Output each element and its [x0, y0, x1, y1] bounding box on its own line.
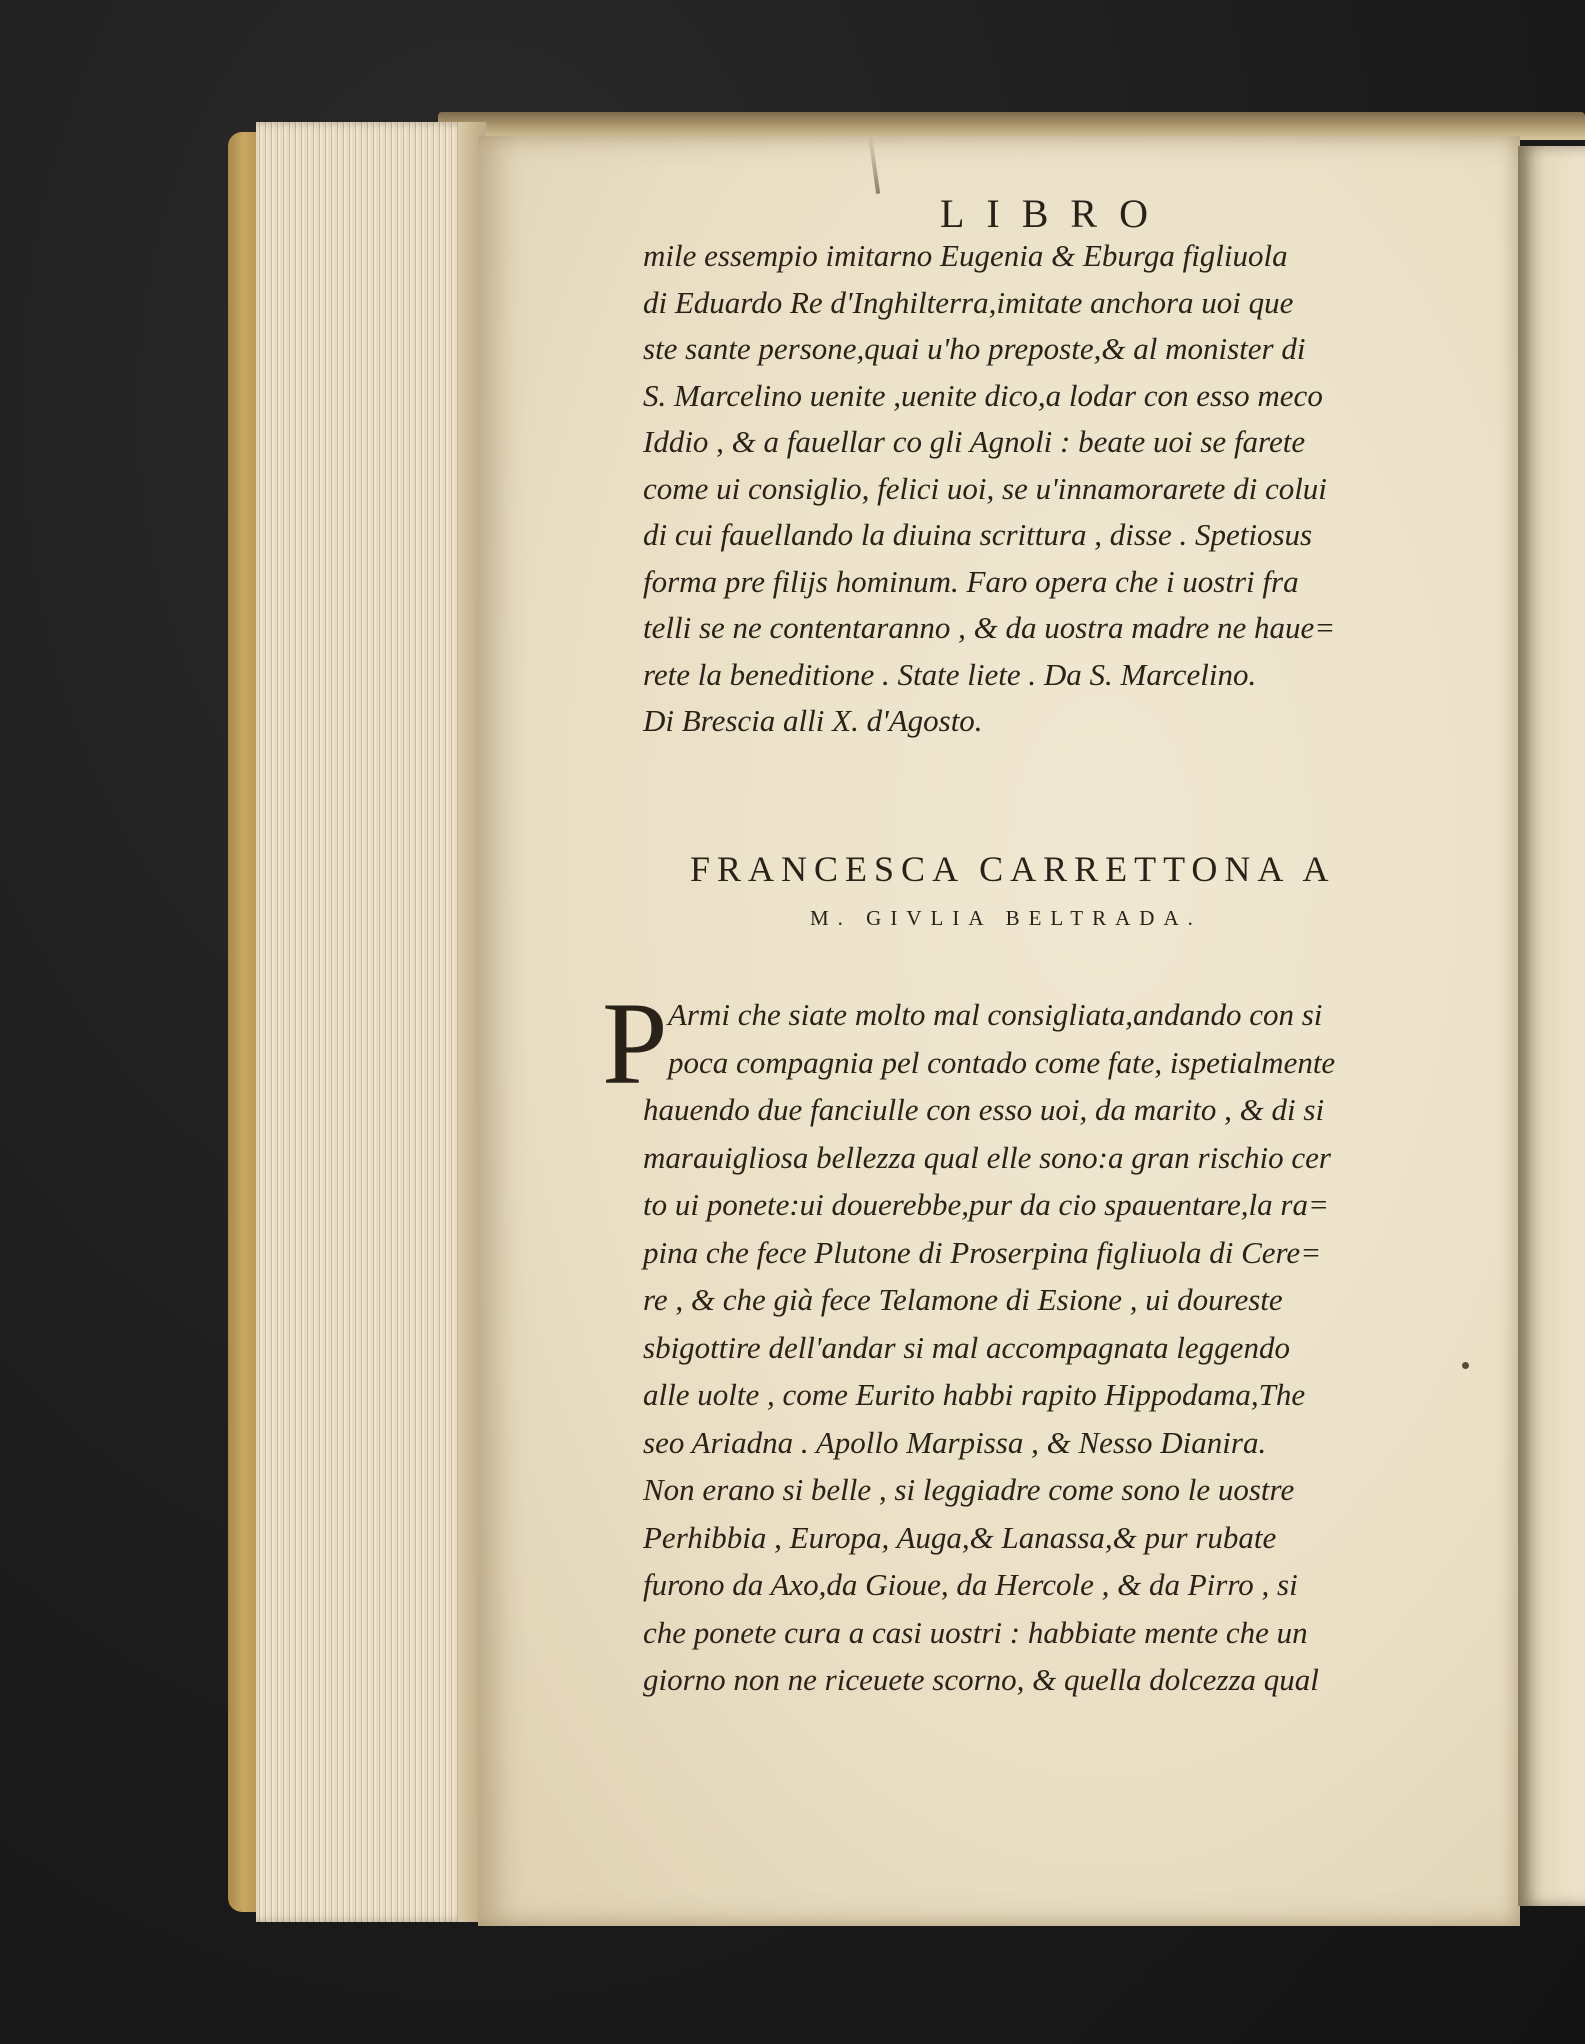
text-line: seo Ariadna . Apollo Marpissa , & Nesso Dianira. — [643, 1424, 1267, 1460]
text-line: to ui ponete:ui douerebbe,pur da cio spauentare,la ra= — [643, 1187, 1329, 1222]
text-line: di cui fauellando la diuina scrittura , disse . Spetiosus — [643, 517, 1313, 552]
running-head: LIBRO — [940, 191, 1170, 236]
text-line: re , & che già fece Telamone di Esione , ui doureste — [643, 1282, 1283, 1317]
text-line: forma pre filijs hominum. Faro opera che i uostri fra — [643, 563, 1299, 599]
text-line: che ponete cura a casi uostri : habbiate mente che un — [643, 1614, 1308, 1650]
text-line: alle uolte , come Eurito habbi rapito Hippodama,The — [643, 1377, 1306, 1412]
text-line: furono da Axo,da Gioue, da Hercole , & da Pirro , si — [643, 1567, 1298, 1602]
text-line: Di Brescia alli X. d'Agosto. — [643, 703, 983, 738]
text-line: rete la beneditione . State liete . Da S. Marcelino. — [643, 656, 1257, 692]
text-line: di Eduardo Re d'Inghilterra,imitate anchora uoi que — [643, 284, 1294, 320]
text-line: sbigottire dell'andar si mal accompagnata leggendo — [643, 1329, 1290, 1365]
text-line: ste sante persone,quai u'ho prepostе,& al monister di — [643, 331, 1306, 366]
text-line: Armi che siate molto mal consigliata,andando con si — [668, 997, 1323, 1032]
margin-dot — [1462, 1362, 1469, 1369]
text-line: come ui consiglio, felici uoi, se u'innamorarete di colui — [643, 470, 1327, 506]
page-stack-edges — [256, 122, 486, 1922]
text-line: Perhibbia , Europa, Auga,& Lanassa,& pur rubate — [643, 1519, 1277, 1555]
text-line: S. Marcelino uenite ,uenite dico,a lodar con esso meco — [643, 377, 1323, 413]
facing-page-edge — [1518, 146, 1585, 1906]
text-line: pina che fece Plutone di Proserpina figliuola di Cere= — [643, 1234, 1322, 1270]
text-line: giorno non ne riceuete scorno, & quella dolcezza qual — [643, 1662, 1319, 1697]
text-line: poca compagnia pel contado come fate, ispetialmente — [668, 1044, 1336, 1080]
letter-heading-sender: FRANCESCA CARRETTONA A — [690, 849, 1336, 889]
text-line: marauigliosa bellezza qual elle sono:a gran rischio cer — [643, 1139, 1331, 1175]
text-line: Iddio , & a fauellar co gli Agnoli : beate uoi se farete — [643, 424, 1306, 459]
letter-heading-recipient: M. GIVLIA BELTRADA. — [810, 906, 1202, 930]
drop-cap-initial: P — [602, 978, 668, 1109]
text-line: telli se ne contentaranno , & da uostra madre ne haue= — [643, 610, 1336, 645]
text-line: Non erano si belle , si leggiadre come sono le uostre — [643, 1472, 1295, 1507]
text-line: mile essempio imitarno Eugenia & Eburga figliuola — [643, 238, 1288, 273]
text-line: hauendo due fanciulle con esso uoi, da marito , & di si — [643, 1092, 1325, 1127]
